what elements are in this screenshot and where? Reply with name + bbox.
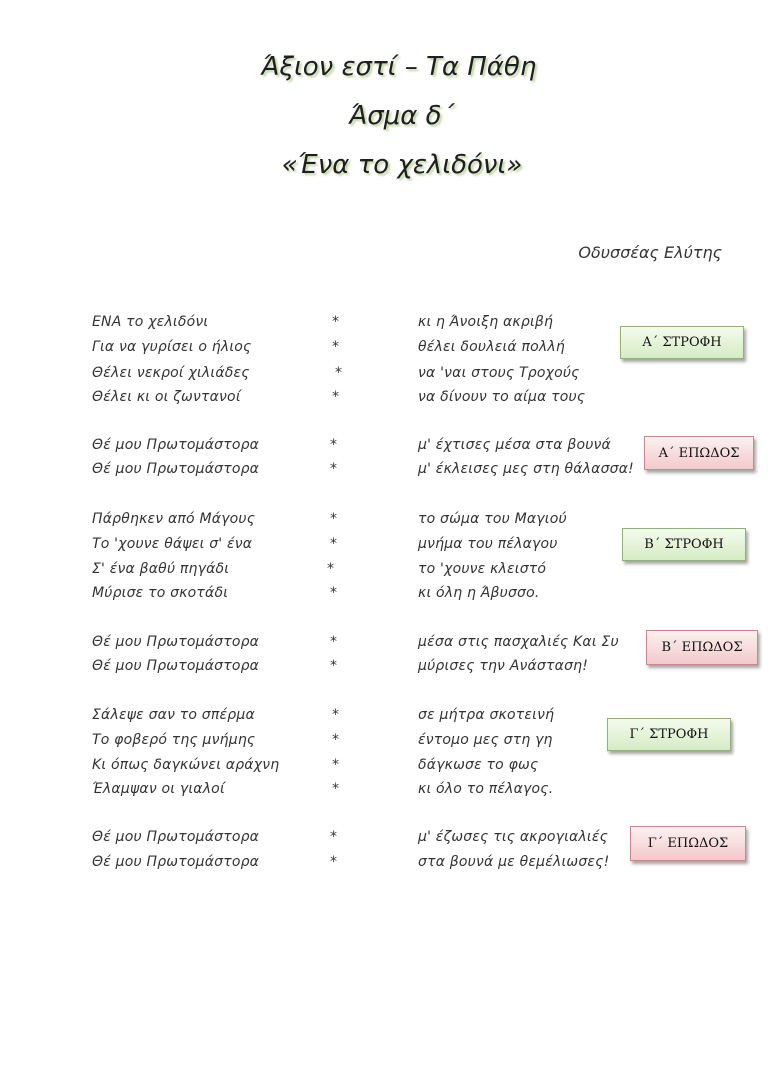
verse-separator: * <box>330 437 338 453</box>
verse-right: μ' έκλεισες μες στη θάλασσα! <box>418 461 634 477</box>
verse-separator: * <box>332 314 340 330</box>
section-badge-strophe-a[interactable]: Α΄ ΣΤΡΟΦΗ <box>620 326 744 359</box>
verse-separator: * <box>330 511 338 527</box>
verse-right: το σώμα του Μαγιού <box>418 511 567 527</box>
verse-left: Σ' ένα βαθύ πηγάδι <box>92 561 230 577</box>
verse-left: Σάλεψε σαν το σπέρμα <box>92 707 255 723</box>
verse-separator: * <box>332 781 340 797</box>
verse-right: στα βουνά με θεμέλιωσες! <box>418 854 610 870</box>
section-badge-epode-b[interactable]: Β΄ ΕΠΩΔΟΣ <box>646 630 758 665</box>
verse-right: δάγκωσε το φως <box>418 757 539 773</box>
verse-separator: * <box>330 585 338 601</box>
verse-separator: * <box>327 561 335 577</box>
verse-left: Θέ μου Πρωτομάστορα <box>92 854 260 870</box>
verse-right: να 'ναι στους Τροχούς <box>418 365 580 381</box>
verse-left: Θέ μου Πρωτομάστορα <box>92 658 260 674</box>
verse-left: Το 'χουνε θάψει σ' ένα <box>92 536 253 552</box>
section-badge-epode-c[interactable]: Γ΄ ΕΠΩΔΟΣ <box>630 826 746 861</box>
verse-separator: * <box>330 536 338 552</box>
author-name: Οδυσσέας Ελύτης <box>578 243 722 262</box>
verse-left: Κι όπως δαγκώνει αράχνη <box>92 757 280 773</box>
verse-left: Το φοβερό της μνήμης <box>92 732 256 748</box>
section-badge-strophe-c[interactable]: Γ΄ ΣΤΡΟΦΗ <box>607 718 731 751</box>
verse-left: Θέλει κι οι ζωντανοί <box>92 389 241 405</box>
verse-left: Θέ μου Πρωτομάστορα <box>92 437 260 453</box>
verse-right: να δίνουν το αίμα τους <box>418 389 586 405</box>
verse-right: κι όλο το πέλαγος. <box>418 781 554 797</box>
song-subtitle: Άσμα δ΄ <box>349 101 455 131</box>
verse-right: μ' έζωσες τις ακρογιαλιές <box>418 829 609 845</box>
verse-right: σε μήτρα σκοτεινή <box>418 707 555 723</box>
verse-left: ΕΝΑ το χελιδόνι <box>92 314 209 330</box>
section-badge-epode-a[interactable]: Α΄ ΕΠΩΔΟΣ <box>644 436 754 470</box>
verse-right: μνήμα του πέλαγου <box>418 536 558 552</box>
verse-separator: * <box>330 829 338 845</box>
verse-right: κι όλη η Άβυσσο. <box>418 585 540 601</box>
verse-left: Πάρθηκεν από Μάγους <box>92 511 256 527</box>
verse-separator: * <box>330 854 338 870</box>
verse-left: Θέλει νεκροί χιλιάδες <box>92 365 250 381</box>
verse-separator: * <box>332 339 340 355</box>
verse-left: Μύρισε το σκοτάδι <box>92 585 229 601</box>
verse-right: έντομο μες στη γη <box>418 732 553 748</box>
verse-left: Έλαμψαν οι γιαλοί <box>92 781 225 797</box>
verse-separator: * <box>330 461 338 477</box>
verse-right: θέλει δουλειά πολλή <box>418 339 565 355</box>
verse-right: μ' έχτισες μέσα στα βουνά <box>418 437 611 453</box>
poem-title: «Ένα το χελιδόνι» <box>281 150 523 180</box>
verse-separator: * <box>332 707 340 723</box>
verse-right: μύρισες την Ανάσταση! <box>418 658 589 674</box>
verse-separator: * <box>332 757 340 773</box>
verse-left: Θέ μου Πρωτομάστορα <box>92 829 260 845</box>
document-title: Άξιον εστί – Τα Πάθη <box>261 52 537 82</box>
verse-left: Θέ μου Πρωτομάστορα <box>92 634 260 650</box>
section-badge-strophe-b[interactable]: Β΄ ΣΤΡΟΦΗ <box>622 528 746 561</box>
verse-separator: * <box>330 658 338 674</box>
verse-separator: * <box>330 634 338 650</box>
verse-separator: * <box>332 732 340 748</box>
verse-separator: * <box>332 389 340 405</box>
verse-left: Θέ μου Πρωτομάστορα <box>92 461 260 477</box>
verse-right: κι η Άνοιξη ακριβή <box>418 314 554 330</box>
verse-right: μέσα στις πασχαλιές Και Συ <box>418 634 619 650</box>
verse-right: το 'χουνε κλειστό <box>418 561 547 577</box>
verse-separator: * <box>335 365 343 381</box>
verse-left: Για να γυρίσει ο ήλιος <box>92 339 252 355</box>
